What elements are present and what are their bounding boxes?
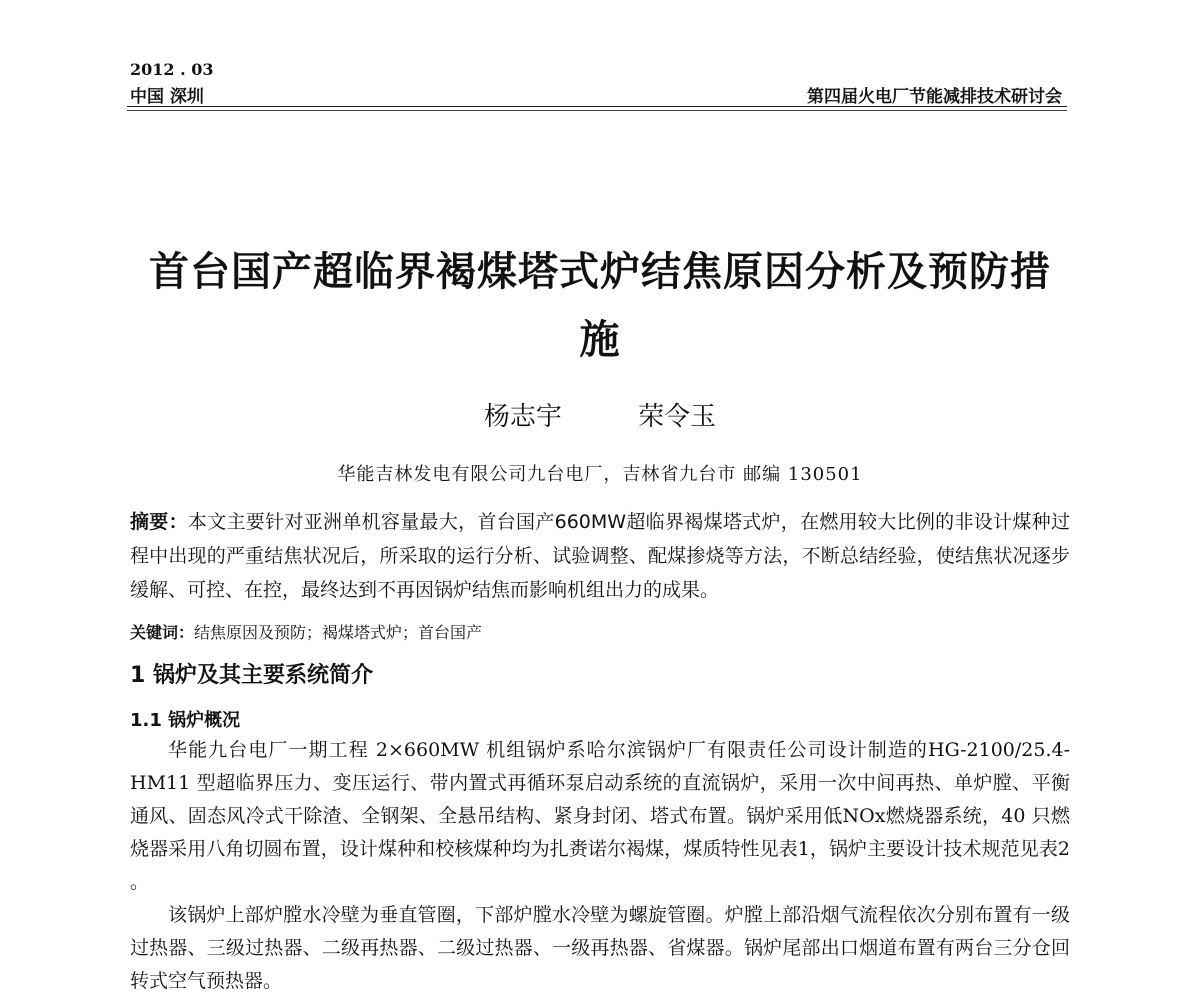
author-name: 荣令玉 <box>638 402 717 432</box>
abstract <box>130 505 1070 607</box>
body-text <box>130 734 1070 998</box>
keywords-text: 结焦原因及预防；褐煤塔式炉；首台国产 <box>194 623 483 642</box>
header-rule-thin <box>127 110 1067 111</box>
header-rule <box>127 106 1067 107</box>
abstract-label: 摘要： <box>130 511 188 533</box>
author-name: 杨志宇 <box>483 402 562 432</box>
paragraph: 华能九台电厂一期工程 2×660MW 机组锅炉系哈尔滨锅炉厂有限责任公司设计制造的HG-2100/25.4-HM11 型超临界压力、变压运行、带内置式再循环泵启动系统的直流锅炉，采用一次中间再热、单炉膛、平衡通风、固态风冷式干除渣、全钢架、全悬吊结构、紧身封闭、塔式布置。锅炉采用低NOx燃烧器系统，40 只燃烧器采用八角切圆布置，设计煤种和校核煤种均为扎赉诺尔褐煤，煤质特性见表1，锅炉主要设计技术规范见表2 。 <box>130 739 1070 893</box>
header-conference: 第四届火电厂节能减排技术研讨会 <box>807 87 1062 107</box>
subsection-heading: 1.1 锅炉概况 <box>130 710 241 731</box>
section-heading: 1 锅炉及其主要系统简介 <box>130 663 373 688</box>
paragraph: 该锅炉上部炉膛水冷壁为垂直管圈，下部炉膛水冷壁为螺旋管圈。炉膛上部沿烟气流程依次分别布置有一级过热器、三级过热器、二级再热器、二级过热器、一级再热器、省煤器。锅炉尾部出口烟道布置有两台三分仓回转式空气预热器。 <box>130 904 1070 992</box>
keywords-label: 关键词： <box>130 623 195 642</box>
keywords <box>130 620 1070 643</box>
paper-title: 首台国产超临界褐煤塔式炉结焦原因分析及预防措施 <box>149 249 1051 363</box>
affiliation: 华能吉林发电有限公司九台电厂，吉林省九台市 邮编 130501 <box>337 464 863 485</box>
author-list <box>130 396 1070 433</box>
header-date: 2012 . 03 <box>130 60 214 79</box>
header-location: 中国 深圳 <box>130 87 204 107</box>
abstract-text: 本文主要针对亚洲单机容量最大，首台国产660MW超临界褐煤塔式炉，在燃用较大比例的非设计煤种过程中出现的严重结焦状况后，所采取的运行分析、试验调整、配煤掺烧等方法，不断总结经验，使结焦状况逐步缓解、可控、在控，最终达到不再因锅炉结焦而影响机组出力的成果。 <box>130 511 1070 601</box>
